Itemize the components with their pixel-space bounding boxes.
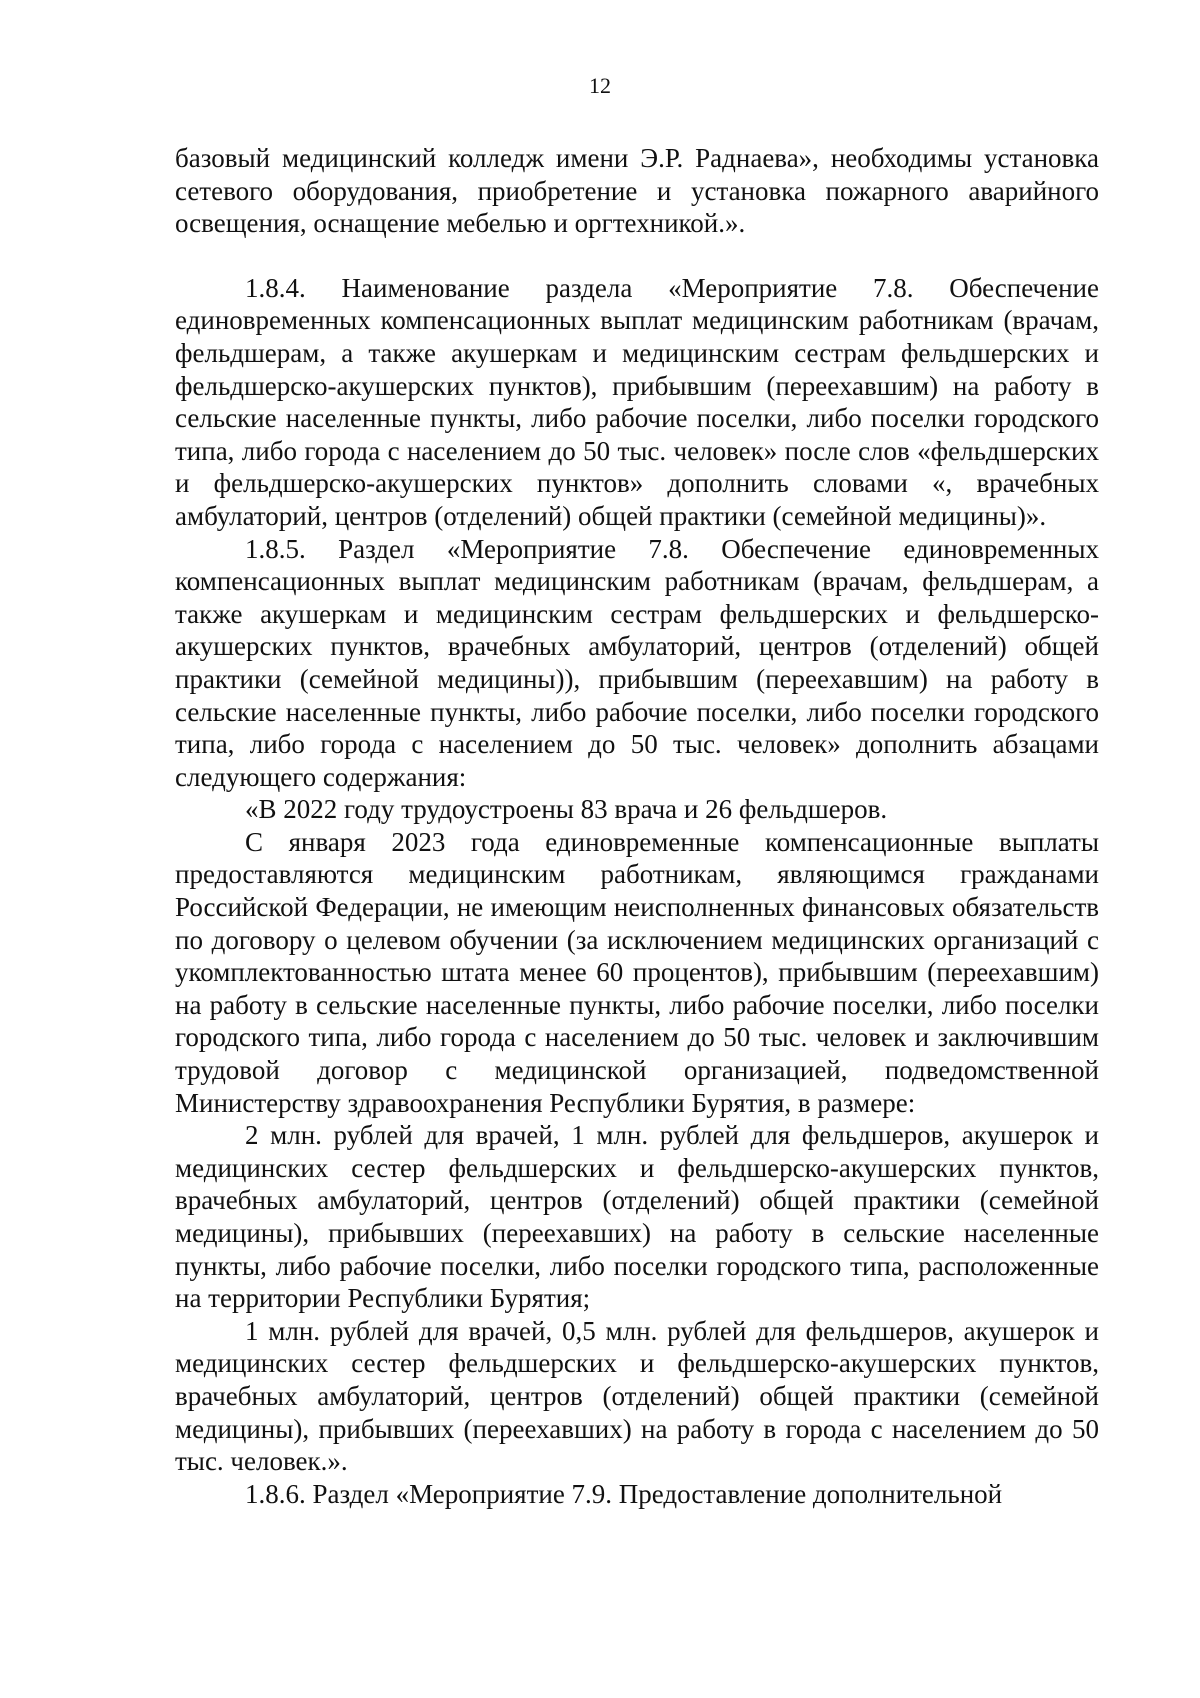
paragraph-2022-employment: «В 2022 году трудоустроены 83 врача и 26 фельдшеров. [245,794,888,825]
paragraph-rural-amounts: 2 млн. рублей для врачей, 1 млн. рублей для фельдшеров, акушерок и медицинских сестер фельдшерских и фельдшерско-акушерских пунктов, врачебных амбулаторий, центров (отделений) общей практики (семейной медицины), прибывших (переехавших) на работу в сельские населенные пункты, либо рабочие поселки, либо поселки городского типа, расположенные на территории Республики Бурятия; [175,1120,1099,1314]
document-body [175,142,1099,1510]
paragraph-1-8-5: 1.8.5. Раздел «Мероприятие 7.8. Обеспечение единовременных компенсационных выплат медицинским работникам (врачам, фельдшерам, а также акушеркам и медицинским сестрам фельдшерских и фельдшерско-акушерских пунктов, врачебных амбулаторий, центров (отделений) общей практики (семейной медицины)), прибывшим (переехавшим) на работу в сельские населенные пункты, либо рабочие поселки, либо поселки городского типа, либо города с населением до 50 тыс. человек» дополнить абзацами следующего содержания: [175,533,1099,792]
paragraph-2023-payments: С января 2023 года единовременные компенсационные выплаты предоставляются медицинским работникам, являющимся гражданами Российской Федерации, не имеющим неисполненных финансовых обязательств по договору о целевом обучении (за исключением медицинских организаций с укомплектованностью штата менее 60 процентов), прибывшим (переехавшим) на работу в сельские населенные пункты, либо рабочие поселки, либо поселки городского типа, либо города с населением до 50 тыс. человек и заключившим трудовой договор с медицинской организацией, подведомственной Министерству здравоохранения Республики Бурятия, в размере: [175,826,1099,1118]
page-number: 12 [589,73,611,98]
paragraph-1-8-4: 1.8.4. Наименование раздела «Мероприятие 7.8. Обеспечение единовременных компенсационных выплат медицинским работникам (врачам, фельдшерам, а также акушеркам и медицинским сестрам фельдшерских и фельдшерско-акушерских пунктов), прибывшим (переехавшим) на работу в сельские населенные пункты, либо рабочие поселки, либо поселки городского типа, либо города с населением до 50 тыс. человек» после слов «фельдшерских и фельдшерско-акушерских пунктов» дополнить словами «, врачебных амбулаторий, центров (отделений) общей практики (семейной медицины)». [175,272,1099,531]
paragraph-city-amounts: 1 млн. рублей для врачей, 0,5 млн. рублей для фельдшеров, акушерок и медицинских сестер фельдшерских и фельдшерско-акушерских пунктов, врачебных амбулаторий, центров (отделений) общей практики (семейной медицины), прибывших (переехавших) на работу в города с населением до 50 тыс. человек.». [175,1315,1099,1477]
paragraph-continuation: базовый медицинский колледж имени Э.Р. Раднаева», необходимы установка сетевого оборудования, приобретение и установка пожарного аварийного освещения, оснащение мебелью и оргтехникой.». [175,143,1099,239]
paragraph-1-8-6: 1.8.6. Раздел «Мероприятие 7.9. Предоставление дополнительной [245,1478,1003,1509]
